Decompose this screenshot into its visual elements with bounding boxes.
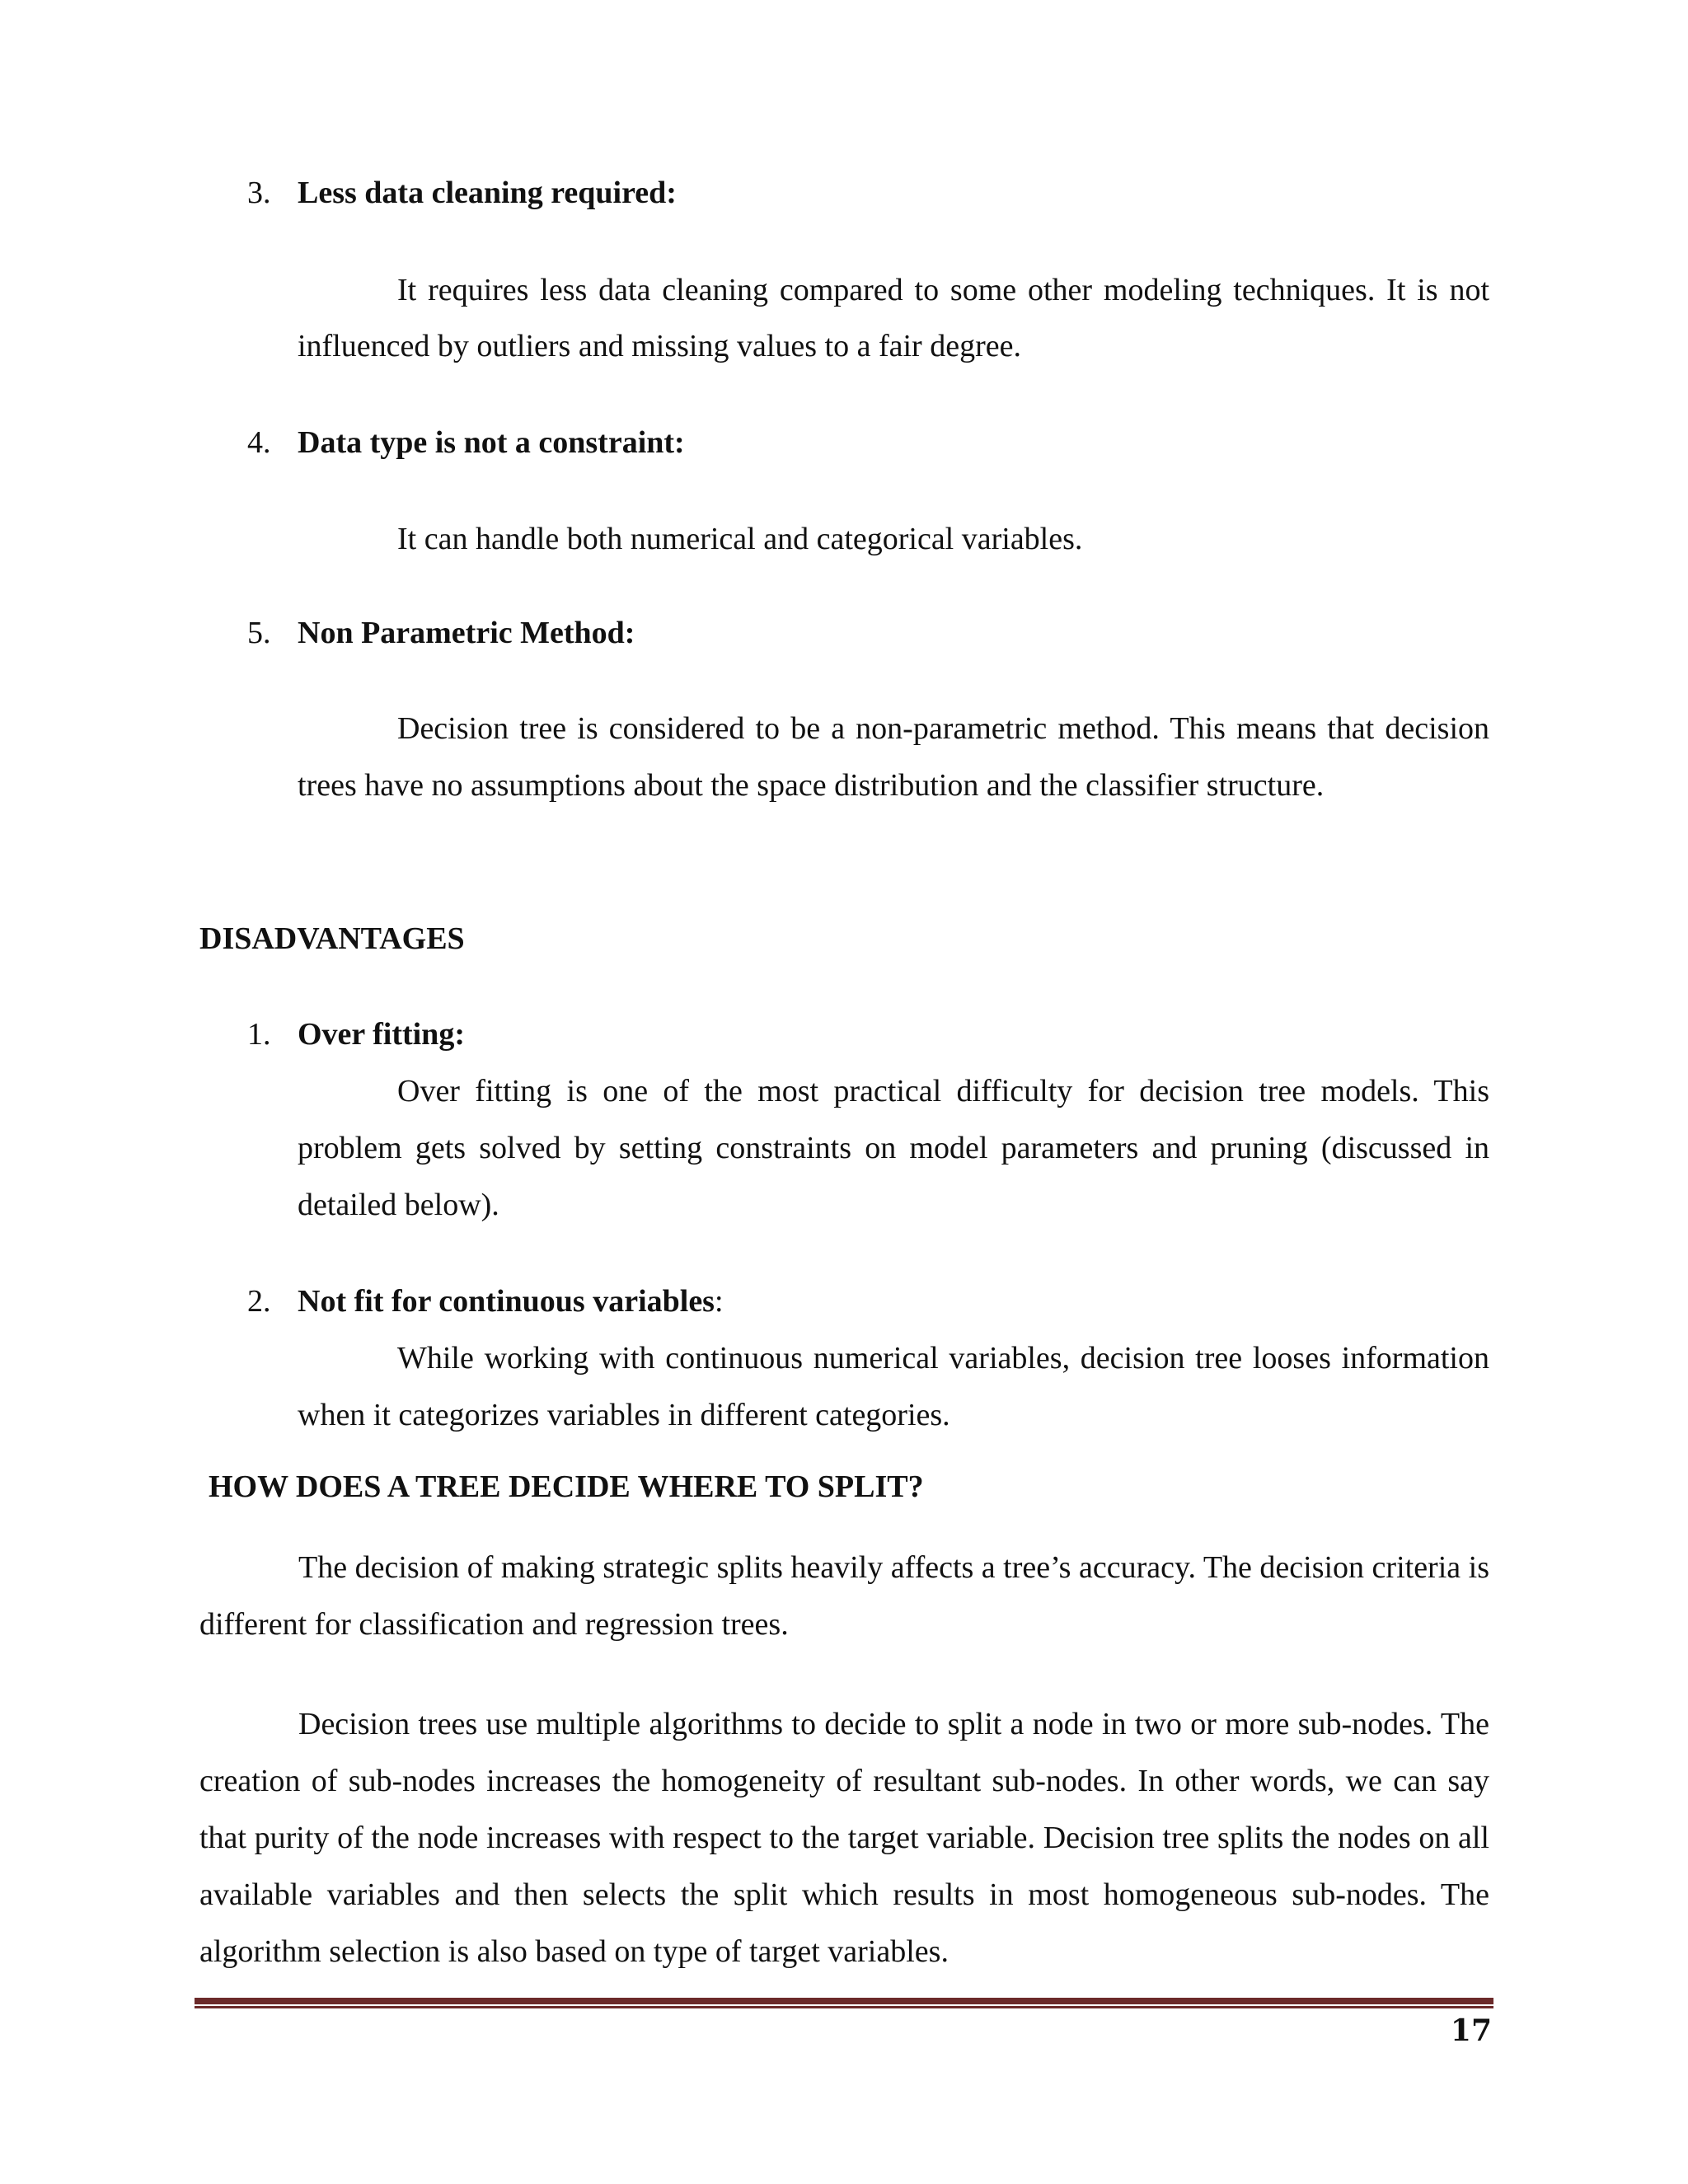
footer-rule-thick [195,1998,1493,2004]
list-item-title: Over fitting: [298,1017,465,1052]
list-item-body: It requires less data cleaning compared to some other modeling techniques. It is not influenced by outliers and missing values to a fair degree. [298,273,1489,363]
list-item-title: Less data cleaning required: [298,176,677,210]
list-item-title-text: Not fit for continuous variables [298,1284,715,1319]
list-number: 3. [247,176,271,210]
list-item-title [298,1282,724,1321]
list-number: 4. [247,425,271,460]
list-item-body: It can handle both numerical and categorical variables. [397,522,1083,556]
list-item-body: Over fitting is one of the most practical difficulty for decision tree models. This problem gets solved by setting constraints on model parameters and pruning (discussed in detailed below). [298,1074,1489,1222]
list-item-title: Data type is not a constraint: [298,425,685,460]
section-heading: HOW DOES A TREE DECIDE WHERE TO SPLIT? [209,1469,924,1504]
list-item-body: Decision tree is considered to be a non-parametric method. This means that decision trees have no assumptions about the space distribution and the classifier structure. [298,711,1489,803]
list-item-title: Non Parametric Method: [298,616,635,650]
list-number: 2. [247,1284,271,1319]
section-heading: DISADVANTAGES [199,921,465,956]
body-paragraph: The decision of making strategic splits heavily affects a tree’s accuracy. The decision criteria is different for classification and regression trees. [199,1550,1489,1642]
list-item-title-suffix: : [714,1284,724,1319]
page-number: 17 [1450,2013,1492,2048]
list-number: 5. [247,616,271,650]
footer-rule-thin [195,2006,1493,2008]
list-item-body: While working with continuous numerical variables, decision tree looses information when it categorizes variables in different categories. [298,1341,1489,1432]
body-paragraph: Decision trees use multiple algorithms to decide to split a node in two or more sub-nodes. The creation of sub-nodes increases the homogeneity of resultant sub-nodes. In other words, we can say that purity of the node increases with respect to the target variable. Decision tree splits the nodes on all available variables and then selects the split which results in most homogeneous sub-nodes. The algorithm selection is also based on type of target variables. [199,1707,1489,1969]
list-number: 1. [247,1017,271,1052]
